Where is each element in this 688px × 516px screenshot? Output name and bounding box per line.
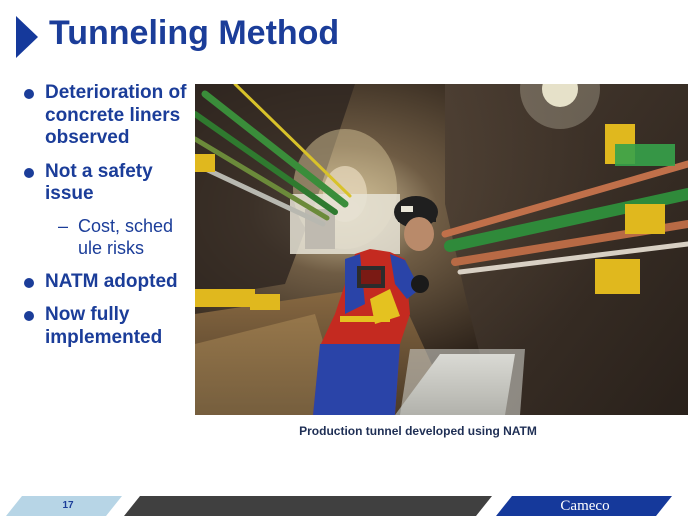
bullet-item	[20, 271, 192, 294]
bullet-text: Deterioration of concrete liners observed	[45, 82, 187, 148]
photo-caption: Production tunnel developed using NATM	[299, 424, 537, 438]
bullet-item	[20, 161, 192, 206]
tunnel-photo	[195, 84, 688, 415]
bullet-dot-icon	[24, 168, 34, 178]
title-arrow-marker	[16, 16, 38, 58]
footer-gray-bar	[124, 496, 492, 516]
bullet-dot-icon	[24, 89, 34, 99]
sub-bullet-item	[20, 215, 192, 260]
cameco-logo: Cameco	[560, 498, 610, 514]
slide-title: Tunneling Method	[49, 14, 340, 52]
bullet-text: NATM adopted	[45, 270, 178, 292]
bullet-dot-icon	[24, 311, 34, 321]
sub-bullet-text: Cost, sched ule risks	[78, 215, 174, 258]
bullet-item	[20, 82, 192, 150]
bullet-list	[20, 82, 192, 360]
bullet-item	[20, 304, 192, 349]
dash-marker: –	[58, 215, 69, 236]
bullet-text: Not a safety issue	[45, 160, 153, 204]
bullet-dot-icon	[24, 278, 34, 288]
page-number: 17	[62, 500, 74, 511]
bullet-text: Now fully implemented	[45, 304, 163, 348]
